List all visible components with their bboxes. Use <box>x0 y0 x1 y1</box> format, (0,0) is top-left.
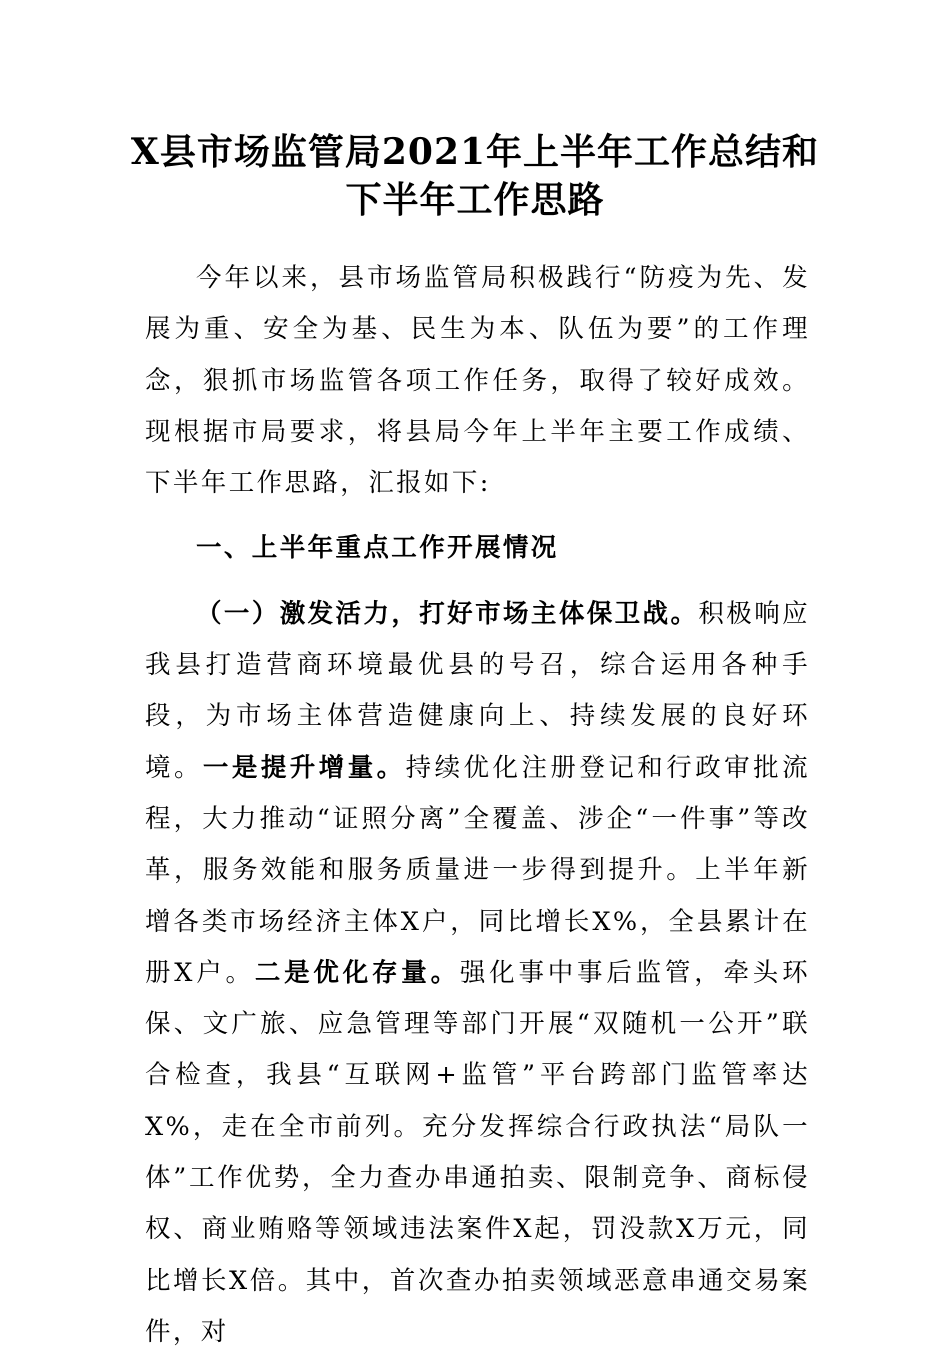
subsection-paragraph <box>145 589 810 1358</box>
point-label: 一是提升增量。 <box>202 752 406 783</box>
section-heading: 一、上半年重点工作开展情况 <box>196 533 559 564</box>
paragraph-text: 持续优化注册登记和行政审批流程，大力推动“证照分离”全覆盖、涉企“一件事”等改革，服务效能和服务质量进一步得到提升。上半年新增各类市场经济主体X户，同比增长X%，全县累计在册X户。 <box>145 752 810 988</box>
subsection-title: （一）激发活力，打好市场主体保卫战。 <box>196 598 699 629</box>
point-label: 二是优化存量。 <box>254 957 460 988</box>
intro-paragraph: 今年以来，县市场监管局积极践行“防疫为先、发展为重、安全为基、民生为本、队伍为要”的工作理念，狠抓市场监管各项工作任务，取得了较好成效。现根据市局要求，将县局今年上半年主要工作成绩、下半年工作思路，汇报如下: <box>145 263 810 499</box>
document-title-line1: X县市场监管局2021年上半年工作总结和 <box>130 131 820 173</box>
paragraph-text: 积极响应我县打造营商环境最优县的号召，综合运用各种手段，为市场主体营造健康向上、持续发展的良好环境。 <box>145 598 811 783</box>
document-title-line2: 下半年工作思路 <box>345 179 605 221</box>
document-body <box>145 253 810 1358</box>
paragraph-text: 强化事中事后监管，牵头环保、文广旅、应急管理等部门开展“双随机一公开”联合检查，我县“互联网+监管”平台跨部门监管率达X%，走在全市前列。充分发挥综合行政执法“局队一体”工作优势，全力查办串通拍卖、限制竞争、商标侵权、商业贿赂等领域违法案件X起，罚没款X万元，同比增长X倍。其中，首次查办拍卖领域恶意串通交易案件，对 <box>145 957 810 1347</box>
